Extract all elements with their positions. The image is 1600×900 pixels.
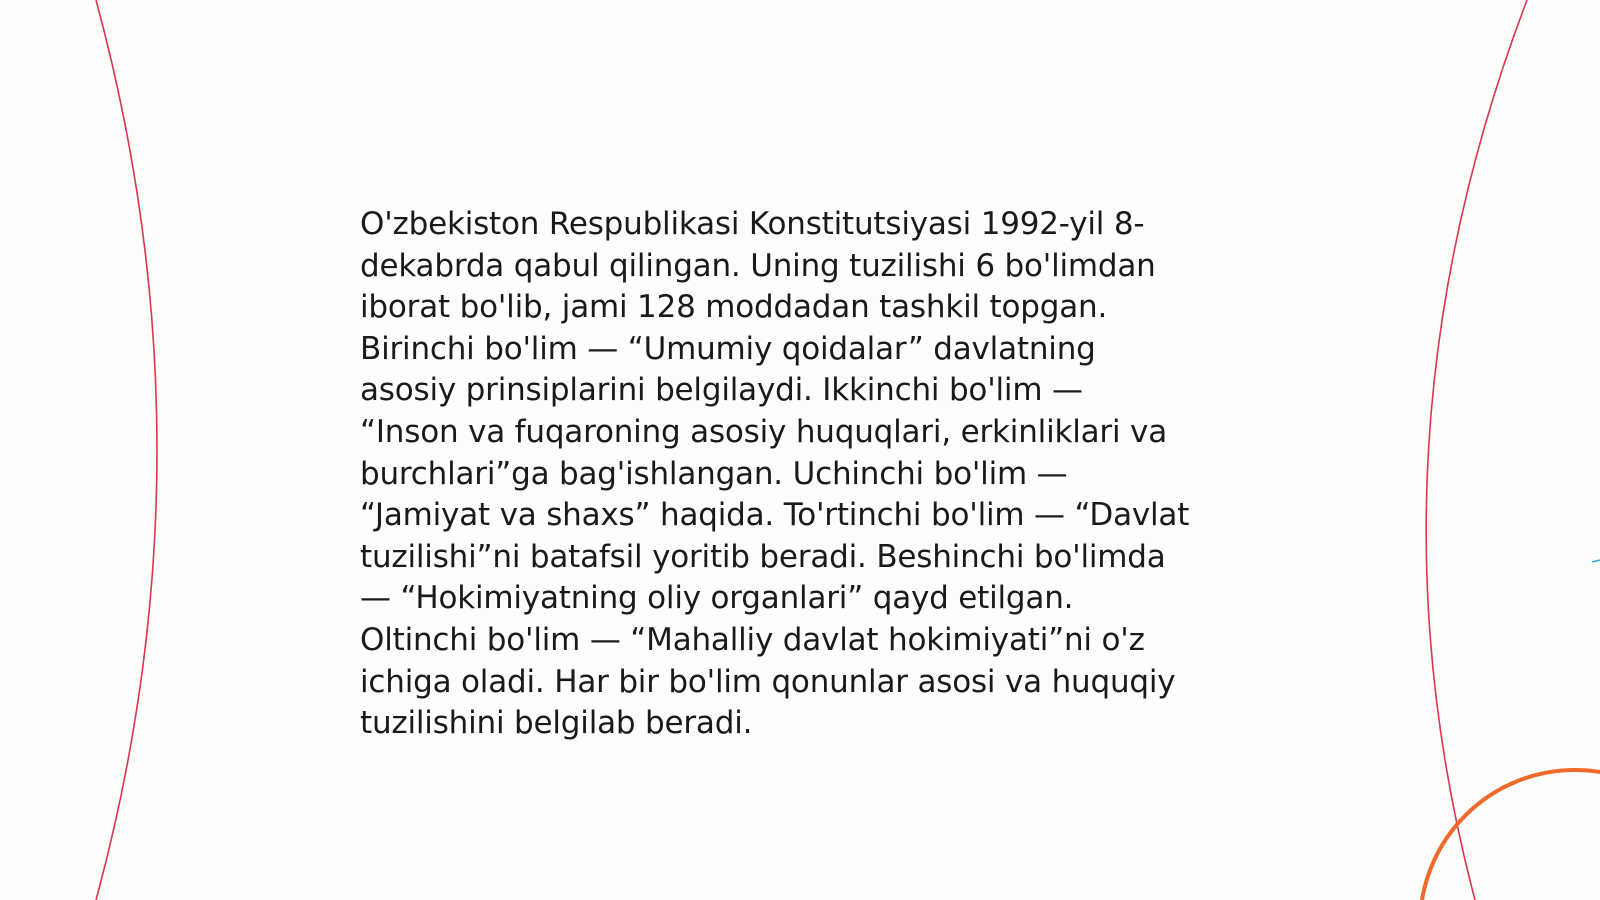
cyan-decorative-mark: [1592, 560, 1600, 562]
orange-decorative-circle: [1420, 770, 1600, 900]
body-text: O'zbekiston Respublikasi Konstitutsiyasi 1992-yil 8- dekabrda qabul qilingan. Uning tuzilishi 6 bo'limdan iborat bo'lib, jami 128 moddadan tashkil topgan. Birinchi bo'lim — “Umumiy qoidalar” davlatning asosiy prinsiplarini belgilaydi. Ikkinchi bo'lim — “Inson va fuqaroning asosiy huquqlari, erkinliklari va burchlari”ga bag'ishlangan. Uchinchi bo'lim — “Jamiyat va shaxs” haqida. To'rtinchi bo'lim — “Davlat tuzilishi”ni batafsil yoritib beradi. Beshinchi bo'limda — “Hokimiyatning oliy organlari” qayd etilgan. Oltinchi bo'lim — “Mahalliy davlat hokimiyati”ni o'z ichiga oladi. Har bir bo'lim qonunlar asosi va huquqiy tuzilishini belgilab beradi.: [360, 206, 1190, 742]
right-decorative-arc: [1426, 0, 1527, 900]
left-decorative-arc: [96, 0, 157, 900]
